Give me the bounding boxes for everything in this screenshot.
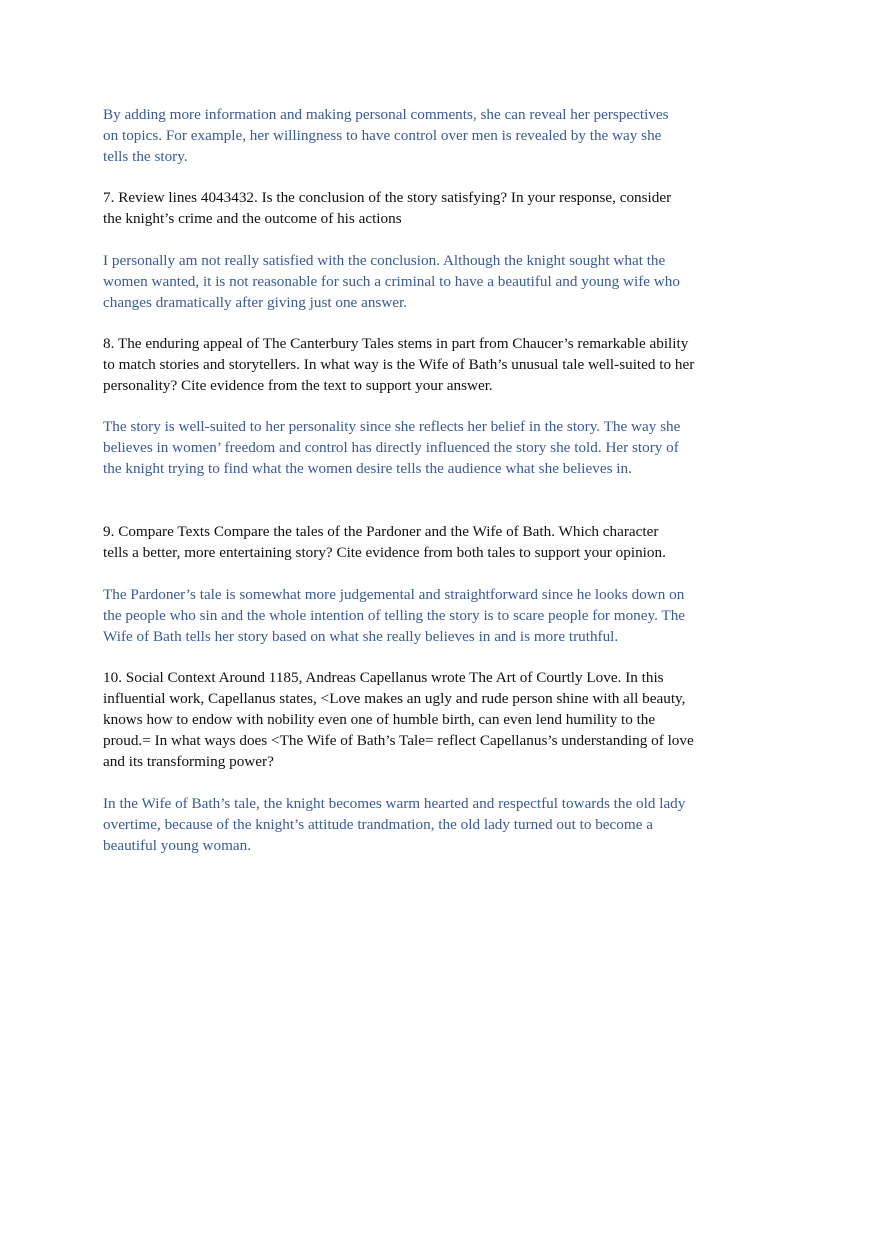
- answer-paragraph-10: In the Wife of Bath’s tale, the knight becomes warm hearted and respectful towards the old lady overtime, because of the knight’s attitude trandmation, the old lady turned out to become a beautiful young woman.: [103, 795, 686, 854]
- answer-paragraph-8: The story is well-suited to her personality since she reflects her belief in the story. The way she believes in women’ freedom and control has directly influenced the story she told. Her story of the knight trying to find what the women desire tells the audience what she believes in.: [103, 418, 681, 477]
- question-10: 10. Social Context Around 1185, Andreas Capellanus wrote The Art of Courtly Love. In this influential work, Capellanus states, <Love makes an ugly and rude person shine with all beauty, knows how to endow with nobility even one of humble birth, can even lend humility to the proud.= In what ways does <The Wife of Bath’s Tale= reflect Capellanus’s understanding of love and its transforming power?: [103, 669, 694, 770]
- answer-paragraph-6: By adding more information and making personal comments, she can reveal her perspectives on topics. For example, her willingness to have control over men is revealed by the way she tells the story.: [103, 106, 669, 165]
- question-8: 8. The enduring appeal of The Canterbury Tales stems in part from Chaucer’s remarkable ability to match stories and storytellers. In what way is the Wife of Bath’s unusual tale well-suited to her personality? Cite evidence from the text to support your answer.: [103, 335, 695, 394]
- answer-paragraph-7: I personally am not really satisfied with the conclusion. Although the knight sought what the women wanted, it is not reasonable for such a criminal to have a beautiful and young wife who changes dramatically after giving just one answer.: [103, 252, 680, 311]
- answer-paragraph-9: The Pardoner’s tale is somewhat more judgemental and straightforward since he looks down on the people who sin and the whole intention of telling the story is to scare people for money. The Wife of Bath tells her story based on what she really believes in and is more truthful.: [103, 586, 686, 645]
- question-7: 7. Review lines 4043432. Is the conclusion of the story satisfying? In your response, consider the knight’s crime and the outcome of his actions: [103, 189, 672, 227]
- question-9: 9. Compare Texts Compare the tales of the Pardoner and the Wife of Bath. Which character tells a better, more entertaining story? Cite evidence from both tales to support your opinion.: [103, 523, 666, 561]
